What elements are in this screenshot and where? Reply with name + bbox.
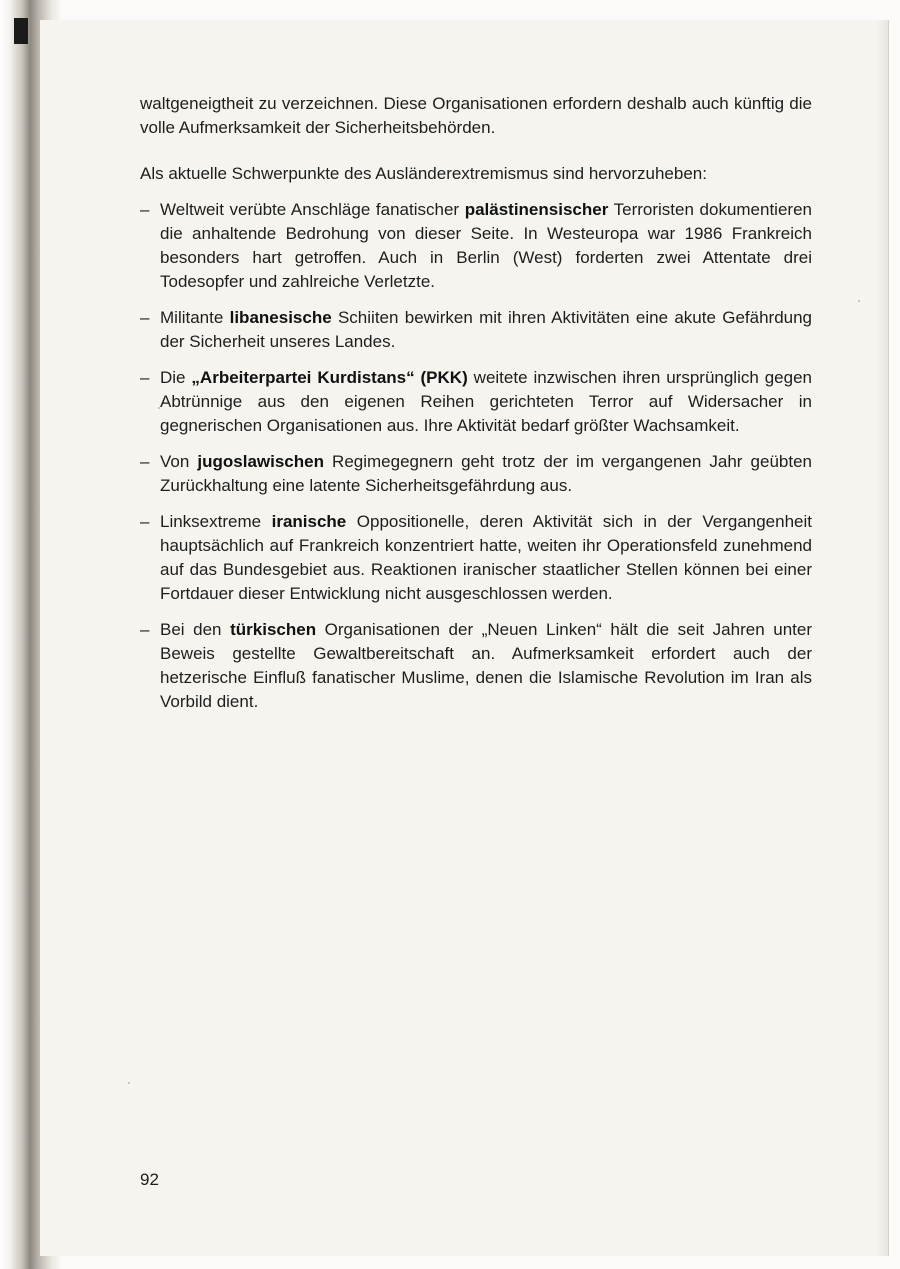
list-item-text: Regimegegnern geht trotz der im vergangenen Jahr geübten Zurückhaltung eine latente Sicherheitsgefährdung aus. [160, 452, 812, 495]
list-item-yugoslav [140, 450, 812, 498]
list-item-lebanese [140, 306, 812, 354]
list-item-kurdish [140, 366, 812, 438]
scan-corner-mark [14, 18, 28, 44]
list-item-text: Linksextreme [160, 512, 272, 531]
page-number: 92 [140, 1170, 159, 1189]
intro-paragraph: waltgeneigtheit zu verzeichnen. Diese Organisationen erfordern deshalb auch künftig die volle Aufmerksamkeit der Sicherheitsbehörden. [140, 94, 812, 137]
bullet-dash: – [140, 200, 150, 219]
list-item-iranian [140, 510, 812, 606]
bullet-dash: – [140, 308, 150, 327]
list-item-text: Die [160, 368, 192, 387]
paper-speck [128, 1082, 130, 1084]
bullet-dash: – [140, 620, 150, 639]
list-item-text: Weltweit verübte Anschläge fanatischer [160, 200, 465, 219]
list-item-emphasis: iranische [271, 512, 347, 531]
list-item-text: Schiiten bewirken mit ihren Aktivitäten eine akute Gefährdung der Sicherheit unseres Landes. [160, 308, 813, 351]
lead-paragraph: Als aktuelle Schwerpunkte des Ausländerextremismus sind hervorzuheben: [140, 164, 707, 183]
list-item-emphasis: palästinensischer [464, 200, 609, 219]
list-item-emphasis: „Arbeiterpartei Kurdistans“ (PKK) [191, 368, 468, 387]
page-edge-shadow [876, 20, 888, 1256]
bullet-dash: – [140, 512, 150, 531]
list-item-text: Organisationen der „Neuen Linken“ hält die seit Jahren unter Beweis gestellte Gewaltbereitschaft an. Aufmerksamkeit erfordert auch der hetzerische Einfluß fanatischer Muslime, denen die Islamische Revolution im Iran als Vorbild dient. [160, 620, 812, 711]
list-item-palestinian [140, 198, 812, 294]
list-item-emphasis: libanesische [229, 308, 332, 327]
list-item-turkish [140, 618, 812, 714]
bullet-dash: – [140, 368, 150, 387]
bullet-dash: – [140, 452, 150, 471]
list-item-emphasis: türkischen [230, 620, 317, 639]
list-item-text: Terroristen dokumentieren die anhaltende Bedrohung von dieser Seite. In Westeuropa war 1986 Frankreich besonders hart getroffen. Auch in Berlin (West) forderten zwei Attentate drei Todesopfer und zahlreiche Verletzte. [160, 200, 812, 291]
paper-speck [158, 407, 160, 409]
page-body [140, 92, 812, 726]
list-item-emphasis: jugoslawischen [197, 452, 324, 471]
list-item-text: Bei den [160, 620, 231, 639]
list-item-text: Militante [160, 308, 230, 327]
list-item-text: Von [160, 452, 198, 471]
focus-list [140, 198, 812, 714]
list-item-text: Oppositionelle, deren Aktivität sich in der Vergangenheit hauptsächlich auf Frankreich konzentriert hatte, weiten ihr Operationsfeld zunehmend auf das Bundesgebiet aus. Reaktionen iranischer staatlicher Stellen können bei einer Fortdauer dieser Entwicklung nicht ausgeschlossen werden. [160, 512, 812, 603]
paper-speck [858, 300, 860, 302]
list-item-text: weitete inzwischen ihren ursprünglich gegen Abtrünnige aus den eigenen Reihen gerichteten Terror auf Widersacher in gegnerischen Organisationen aus. Ihre Aktivität bedarf größter Wachsamkeit. [160, 368, 813, 435]
